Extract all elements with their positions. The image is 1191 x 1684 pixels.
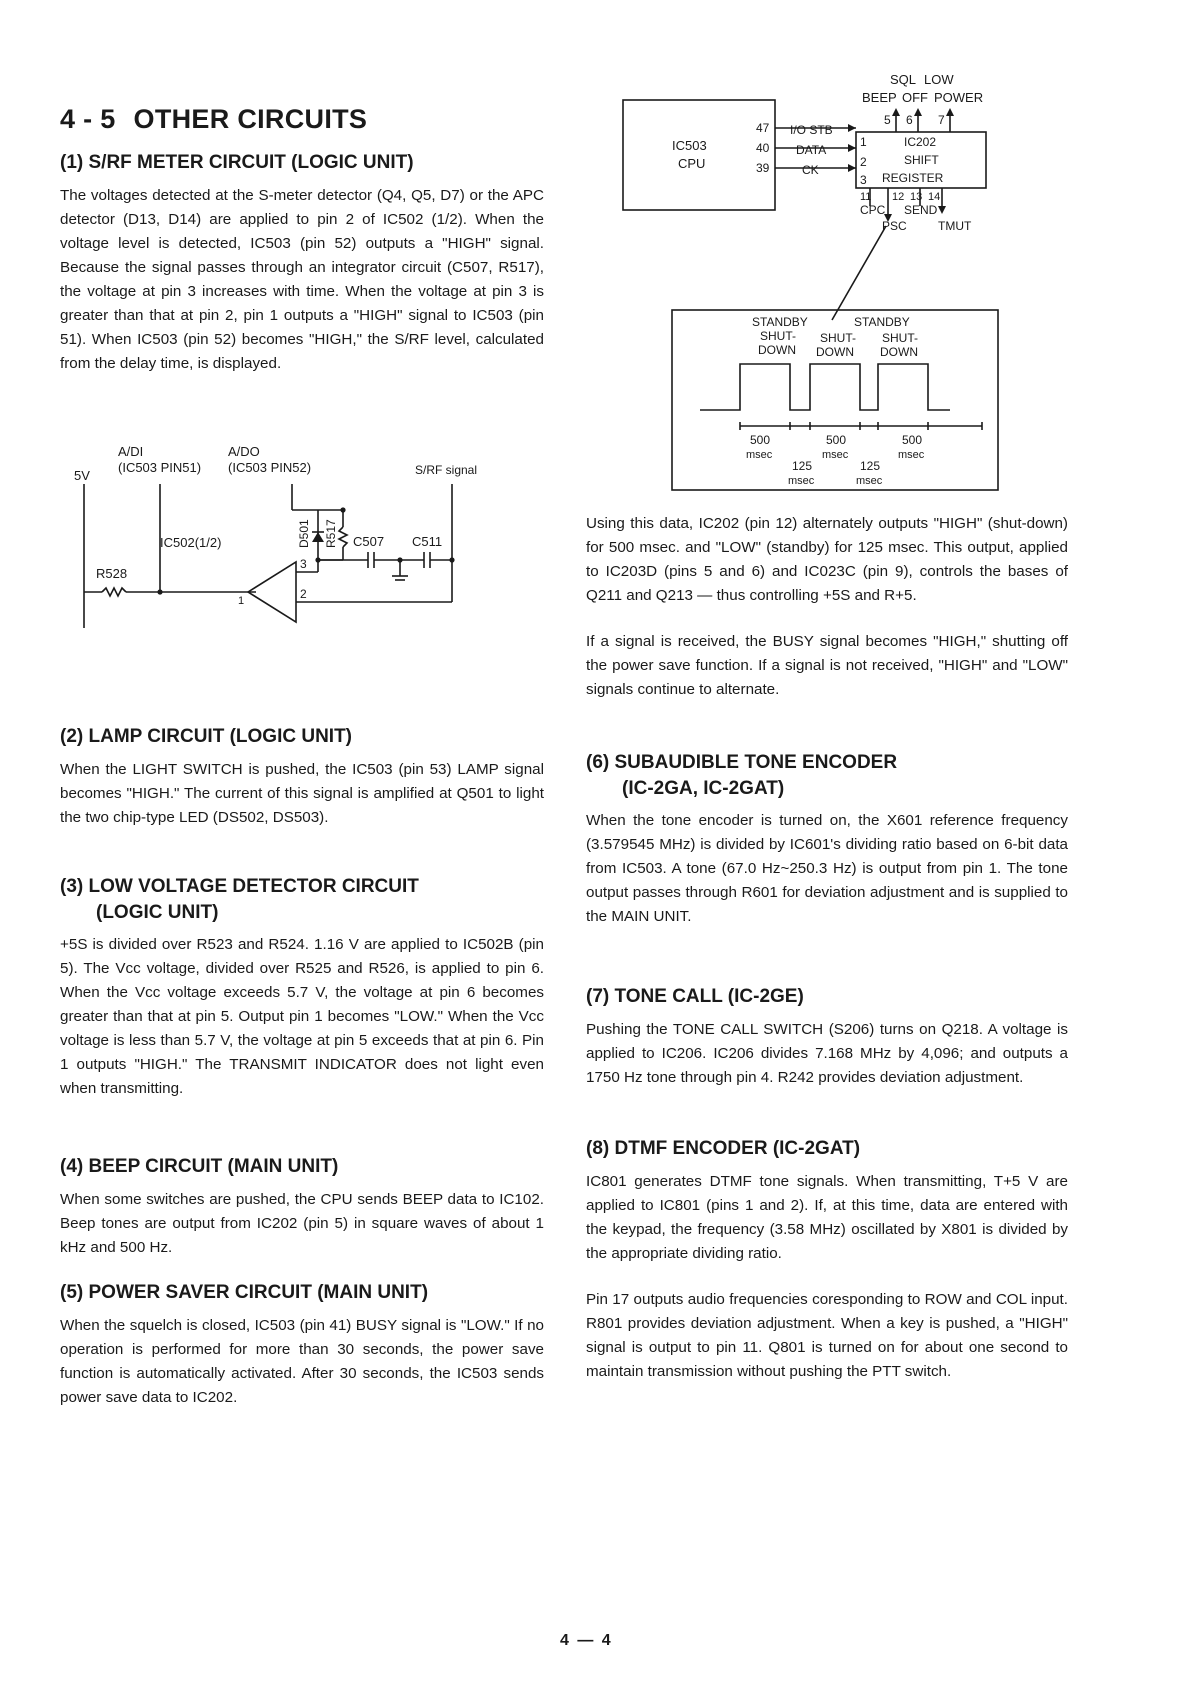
heading-s-rf-meter: (1) S/RF METER CIRCUIT (LOGIC UNIT) — [60, 152, 414, 173]
label-standby-2: STANDBY — [854, 315, 910, 329]
heading-beep-circuit: (4) BEEP CIRCUIT (MAIN UNIT) — [60, 1156, 339, 1177]
label-p14: 14 — [928, 191, 941, 203]
label-5v: 5V — [74, 468, 90, 483]
text-s-rf-meter: The voltages detected at the S-meter detector (Q4, Q5, D7) or the APC detector (D13, D14) are applied to pin 2 of IC502 (1/2). When the voltage level is detected, IC503 (pin 52) outputs a "HIGH" signal. Because the signal passes through an integrator circuit (C507, R517), the voltage at pin 3 increases with time. When the voltage at pin 3 is greater than that at pin 2, pin 1 outputs a "HIGH" signal to IC503 (pin 51). When IC503 (pin 52) becomes "HIGH," the S/RF level, calculated from the delay time, is displayed. — [60, 186, 544, 372]
label-pin3: 3 — [300, 557, 307, 571]
label-ic503: IC503 — [672, 138, 707, 153]
label-pin6: 6 — [906, 113, 913, 127]
heading-low-voltage-detector — [60, 874, 544, 925]
heading-power-saver: (5) POWER SAVER CIRCUIT (MAIN UNIT) — [60, 1282, 429, 1303]
text-tone-call: Pushing the TONE CALL SWITCH (S206) turns on Q218. A voltage is applied to IC206. IC206 divides 7.168 MHz by 4,096; and outputs a 1750 Hz tone through pin 4. R242 provides deviation adjustment. — [586, 1020, 1068, 1086]
label-shut-2: SHUT- — [820, 331, 856, 345]
text-low-voltage-detector: +5S is divided over R523 and R524. 1.16 V are applied to IC502B (pin 5). The Vcc voltage, divided over R525 and R526, is applied to pin 6. When the Vcc voltage exceeds 5.7 V, the voltage at pin 6 becomes greater than that at pin 5. Output pin 1 becomes "LOW." When the Vcc voltage is less than 5.7 V, the voltage at pin 5 exceeds that at pin 6. Pin 1 outputs "HIGH." The TRANSMIT INDICATOR does not light even when transmitting. — [60, 936, 544, 1098]
label-p12: 12 — [892, 191, 905, 203]
label-power: POWER — [934, 90, 984, 105]
heading-low-voltage-line2: (LOGIC UNIT) — [96, 901, 219, 923]
section-low-voltage-detector — [60, 874, 544, 1101]
text-dtmf-encoder: IC801 generates DTMF tone signals. When transmitting, T+5 V are applied to IC801 (pins 1 and 2). If, at this time, data are entered with the keypad, the frequency (3.58 MHz) oscillated by X801 is divided by the appropriate dividing ratio. — [586, 1172, 1068, 1262]
text-beep-circuit: When some switches are pushed, the CPU sends BEEP data to IC102. Beep tones are output from IC202 (pin 5) in square waves of about 1 kHz and 500 Hz. — [60, 1190, 544, 1256]
text-power-saver: When the squelch is closed, IC503 (pin 41) BUSY signal is "LOW." If no operation is performed for more than 30 seconds, the power save function is automatically activated. After 30 seconds, the IC503 sends power save data to IC202. — [60, 1316, 544, 1406]
label-p40: 40 — [756, 141, 770, 155]
label-msec-3: msec — [898, 449, 925, 461]
label-p39: 39 — [756, 161, 770, 175]
label-down-3: DOWN — [880, 345, 918, 359]
label-standby-1: STANDBY — [752, 315, 808, 329]
label-adi: A/DI — [118, 444, 144, 459]
label-send: SEND — [904, 203, 938, 217]
label-shut-1: SHUT- — [760, 329, 796, 343]
label-msec-5: msec — [856, 475, 883, 487]
power-saver-continued — [586, 512, 1068, 702]
label-io-stb: I/O STB — [790, 123, 833, 137]
label-ado: A/DO — [228, 444, 260, 459]
section-heading — [60, 104, 367, 135]
section-dtmf-encoder — [586, 1136, 1068, 1384]
label-low: LOW — [924, 72, 954, 87]
page-number: 4 — 4 — [560, 1632, 613, 1649]
section-beep-circuit — [60, 1154, 544, 1260]
heading-dtmf-encoder: (8) DTMF ENCODER (IC-2GAT) — [586, 1138, 861, 1159]
label-adi-pin: (IC503 PIN51) — [118, 460, 202, 475]
heading-subaudible-line2: (IC-2GA, IC-2GAT) — [622, 777, 785, 799]
section-number: 4 - 5 — [60, 104, 116, 134]
label-r528: R528 — [96, 566, 128, 581]
text-dtmf-output: Pin 17 outputs audio frequencies coresponding to ROW and COL input. R801 provides deviation adjustment. When a key is pushed, a "HIGH" signal is output to pin 11. Q801 is turned on for about one second to maintain transmission without pushing the PTT switch. — [586, 1290, 1068, 1380]
section-subaudible-tone — [586, 750, 1068, 929]
label-tmut: TMUT — [938, 219, 972, 233]
label-p11: 11 — [860, 191, 872, 203]
text-lamp-circuit: When the LIGHT SWITCH is pushed, the IC503 (pin 53) LAMP signal becomes "HIGH." The current of this signal is amplified at Q501 to light the two chip-type LED (DS502, DS503). — [60, 760, 544, 826]
section-s-rf-meter — [60, 150, 544, 376]
label-r2: 2 — [860, 155, 867, 169]
section-tone-call — [586, 984, 1068, 1090]
label-pin5: 5 — [884, 113, 891, 127]
section-lamp-circuit — [60, 724, 544, 830]
label-c511: C511 — [412, 534, 443, 549]
label-r1: 1 — [860, 135, 867, 149]
heading-subaudible-line1: (6) SUBAUDIBLE TONE ENCODER — [586, 752, 898, 773]
heading-subaudible-tone — [586, 750, 1068, 801]
label-time-125-2: 125 — [860, 459, 881, 473]
label-register: REGISTER — [882, 171, 944, 185]
label-msec-1: msec — [746, 449, 773, 461]
text-busy-signal: If a signal is received, the BUSY signal becomes "HIGH," shutting off the power save function. If a signal is not received, "HIGH" and "LOW" signals continue to alternate. — [586, 633, 1068, 698]
label-msec-4: msec — [788, 475, 815, 487]
label-off: OFF — [902, 90, 928, 105]
section-power-saver — [60, 1280, 544, 1410]
label-msec-2: msec — [822, 449, 849, 461]
text-subaudible-tone: When the tone encoder is turned on, the X601 reference frequency (3.579545 MHz) is divided by IC601's dividing ratio based on 6-bit data from IC503. A tone (67.0 Hz~250.3 Hz) is output from pin 1. The tone output passes through R601 for deviation adjustment and is supplied to the MAIN UNIT. — [586, 812, 1068, 926]
label-time-500-1: 500 — [750, 433, 771, 447]
label-r3: 3 — [860, 173, 867, 187]
label-ck: CK — [802, 163, 819, 177]
heading-lamp-circuit: (2) LAMP CIRCUIT (LOGIC UNIT) — [60, 726, 353, 747]
label-p13: 13 — [910, 191, 923, 203]
heading-tone-call: (7) TONE CALL (IC-2GE) — [586, 986, 804, 1007]
label-cpu: CPU — [678, 156, 706, 171]
label-c507: C507 — [353, 534, 385, 549]
label-shut-3: SHUT- — [882, 331, 918, 345]
label-sql: SQL — [890, 72, 917, 87]
label-d501: D501 — [297, 519, 311, 548]
label-shift: SHIFT — [904, 153, 939, 167]
heading-low-voltage-line1: (3) LOW VOLTAGE DETECTOR CIRCUIT — [60, 876, 419, 897]
srf-meter-circuit-diagram — [60, 432, 500, 632]
label-ado-pin: (IC503 PIN52) — [228, 460, 312, 475]
label-pin7: 7 — [938, 113, 945, 127]
label-r517: R517 — [324, 519, 338, 548]
text-power-saver-timing: Using this data, IC202 (pin 12) alternately outputs "HIGH" (shut-down) for 500 msec. and "LOW" (standby) for 125 msec. This output, applied to IC203D (pins 5 and 6) and IC023C (pin 9), controls the bases of Q211 and Q213 — thus controlling +5S and R+5. — [586, 515, 1068, 604]
label-data: DATA — [796, 143, 827, 157]
label-ic202: IC202 — [904, 135, 937, 149]
section-title: OTHER CIRCUITS — [133, 104, 368, 134]
label-p47: 47 — [756, 121, 770, 135]
label-psc: PSC — [882, 219, 907, 233]
label-pin2: 2 — [300, 587, 307, 601]
label-pin1: 1 — [238, 595, 245, 607]
label-time-500-3: 500 — [902, 433, 923, 447]
label-beep: BEEP — [862, 90, 897, 105]
label-time-500-2: 500 — [826, 433, 847, 447]
label-srf-signal: S/RF signal — [415, 463, 478, 477]
label-down-2: DOWN — [816, 345, 854, 359]
label-ic502: IC502(1/2) — [160, 535, 222, 550]
label-down-1: DOWN — [758, 343, 796, 357]
label-cpc: CPC — [860, 203, 886, 217]
power-saver-timing-diagram — [620, 72, 1000, 492]
label-time-125-1: 125 — [792, 459, 813, 473]
